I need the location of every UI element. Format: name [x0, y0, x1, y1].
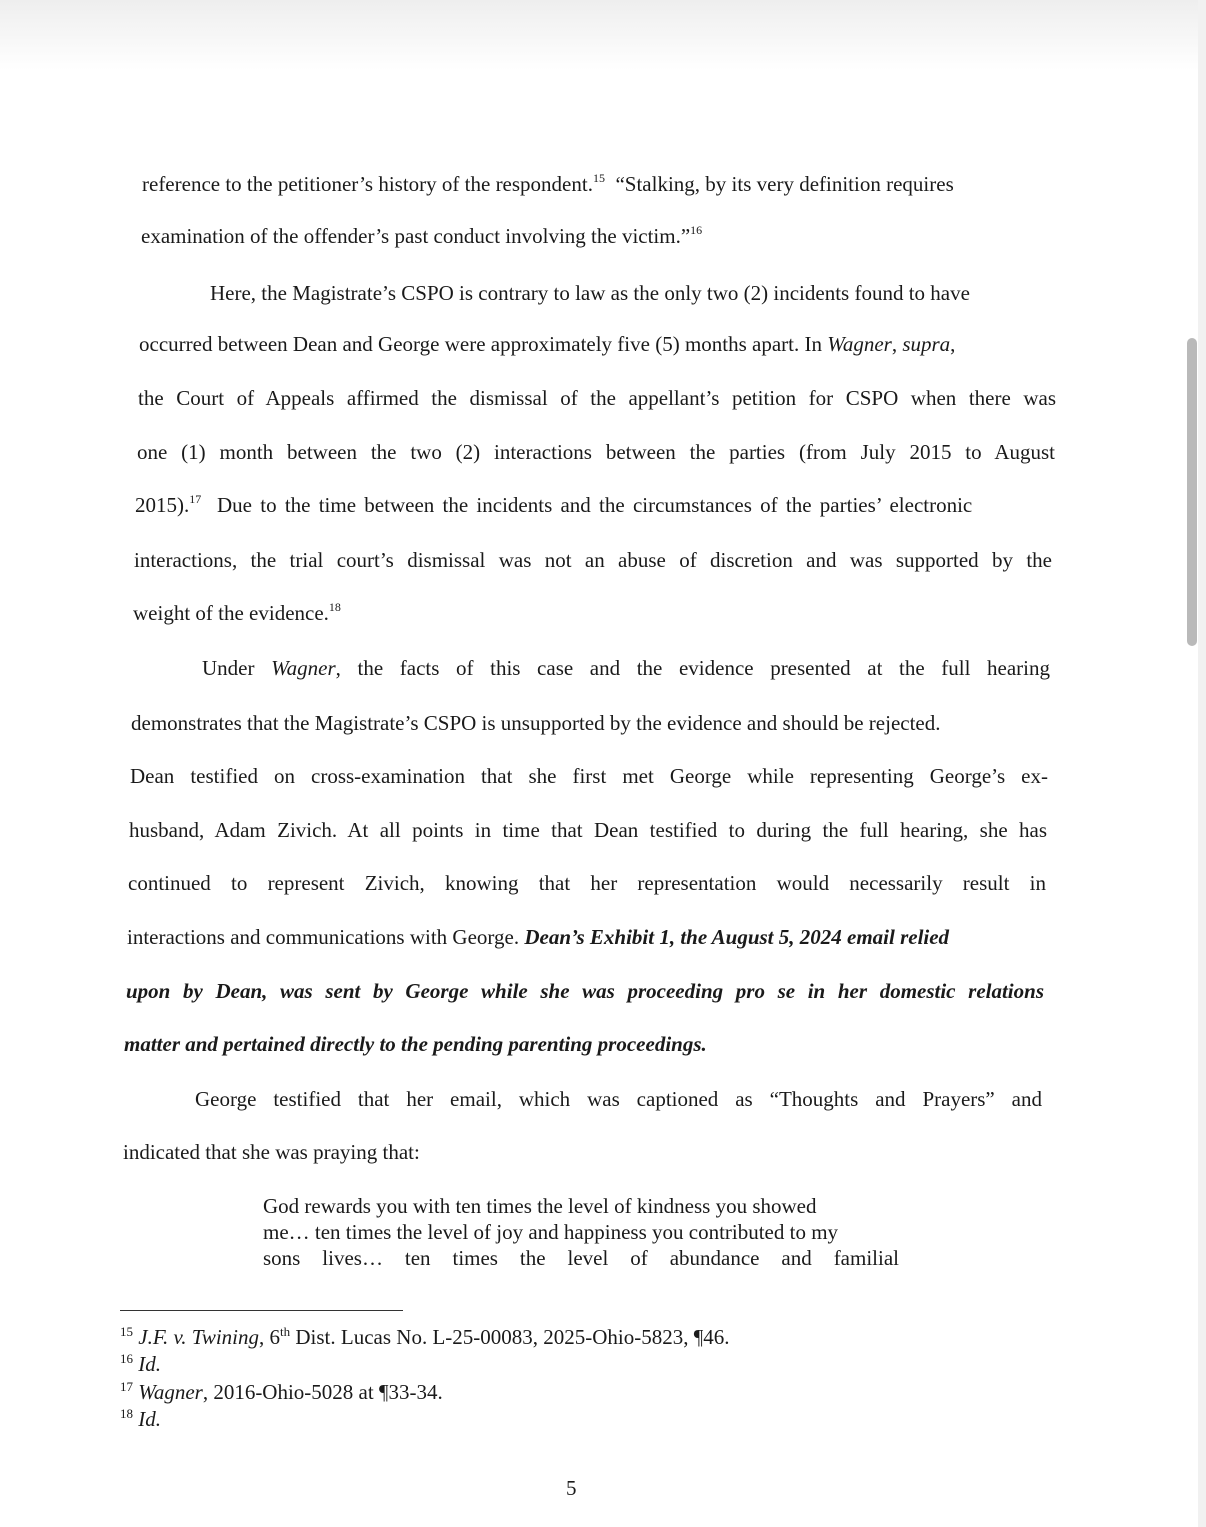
text-span: “Stalking, by its very definition requires — [615, 172, 954, 196]
text-span: Under — [202, 656, 272, 680]
paragraph-line — [141, 223, 702, 249]
text-span: continued to represent Zivich, knowing that her representation would necessarily result in — [128, 871, 1046, 895]
paragraph-line — [210, 280, 970, 306]
paragraph-line — [195, 1086, 1042, 1112]
paragraph-line — [131, 710, 940, 736]
footnote-number: 16 — [120, 1351, 133, 1366]
footnote-text: , 2016-Ohio-5028 at ¶33-34. — [202, 1380, 443, 1404]
scrollbar-thumb[interactable] — [1187, 338, 1197, 646]
emphasis-text: matter and pertained directly to the pending parenting proceedings. — [124, 1032, 707, 1056]
text-span: interactions, the trial court’s dismissal was not an abuse of discretion and was supported by the — [134, 548, 1052, 572]
paragraph-line — [134, 547, 1052, 573]
paragraph-line — [129, 817, 1047, 843]
text-span: the Court of Appeals affirmed the dismissal of the appellant’s petition for CSPO when there was — [138, 386, 1056, 410]
text-span: one (1) month between the two (2) interactions between the parties (from July 2015 to August — [137, 440, 1055, 464]
footnote — [120, 1325, 730, 1349]
signal-word: supra — [902, 332, 951, 356]
quote-text: sons lives… ten times the level of abundance and familial — [263, 1246, 899, 1270]
paragraph-line: occurred between Dean and George were approximately five (5) months apart. In Wagner, supra, — [139, 332, 956, 356]
footnote-number: 18 — [120, 1406, 133, 1421]
text-span: weight of the evidence. — [133, 601, 329, 625]
quote-text: me… ten times the level of joy and happiness you contributed to my — [263, 1220, 839, 1244]
text-span: 2015). — [135, 493, 190, 517]
block-quote-line — [263, 1219, 838, 1245]
emphasis-line — [124, 1031, 707, 1057]
paragraph-line — [135, 492, 972, 518]
block-quote-line — [263, 1245, 899, 1271]
footnote-number: 17 — [120, 1379, 133, 1394]
emphasis-line — [126, 978, 1044, 1004]
text-span: occurred between Dean and George were approximately five (5) months apart. In — [139, 332, 828, 356]
paragraph-line — [130, 763, 1048, 789]
top-shadow — [0, 0, 1206, 70]
case-name: Wagner — [138, 1380, 203, 1404]
paragraph-line — [137, 439, 1055, 465]
text-span: interactions and communications with George. — [127, 925, 525, 949]
text-span: George testified that her email, which was captioned as “Thoughts and Prayers” and — [195, 1087, 1042, 1111]
case-name: Wagner — [827, 332, 892, 356]
ordinal-suffix: th — [280, 1324, 291, 1339]
paragraph-line — [142, 171, 954, 197]
text-span: , the facts of this case and the evidence presented at the full hearing — [335, 656, 1051, 680]
text-span: reference to the petitioner’s history of the respondent. — [142, 172, 593, 196]
footnote-ref[interactable]: 17 — [189, 492, 202, 506]
footnote-ref[interactable]: 18 — [328, 600, 341, 614]
text-span: demonstrates that the Magistrate’s CSPO is unsupported by the evidence and should be rejected. — [131, 711, 941, 735]
paragraph-line — [123, 1139, 420, 1165]
paragraph-line — [138, 385, 1056, 411]
paragraph-line — [127, 924, 949, 950]
scroll-track[interactable] — [1198, 0, 1206, 1527]
text-span: Here, the Magistrate’s CSPO is contrary to law as the only two (2) incidents found to have — [210, 281, 970, 305]
footnote-separator — [120, 1310, 403, 1311]
case-name: J.F. v. Twining — [138, 1325, 259, 1349]
paragraph-line — [133, 600, 341, 626]
footnote-text: Dist. Lucas No. L-25-00083, 2025-Ohio-5823, ¶46. — [290, 1325, 730, 1349]
footnote — [120, 1380, 443, 1404]
footnote-text: , 6 — [259, 1325, 280, 1349]
quote-text: God rewards you with ten times the level of kindness you showed — [263, 1194, 817, 1218]
paragraph-line — [202, 655, 1050, 681]
footnote-ref[interactable]: 16 — [690, 223, 703, 237]
paragraph-line — [128, 870, 1046, 896]
emphasis-text: upon by Dean, was sent by George while she was proceeding pro se in her domestic relations — [126, 979, 1044, 1003]
text-span: indicated that she was praying that: — [123, 1140, 420, 1164]
footnote — [120, 1352, 161, 1376]
text-span: Dean testified on cross-examination that she first met George while representing George’s ex- — [130, 764, 1048, 788]
block-quote-line — [263, 1193, 817, 1219]
case-name: Id. — [138, 1407, 161, 1431]
text-span: examination of the offender’s past conduct involving the victim.” — [141, 224, 691, 248]
case-name: Wagner — [271, 656, 336, 680]
emphasis-text: Dean’s Exhibit 1, the August 5, 2024 email relied — [524, 925, 950, 949]
case-name: Id. — [138, 1352, 161, 1376]
text-span: husband, Adam Zivich. At all points in time that Dean testified to during the full hearing, she has — [129, 818, 1047, 842]
text-span: Due to the time between the incidents and the circumstances of the parties’ electronic — [217, 493, 973, 517]
page-number: 5 — [566, 1476, 577, 1500]
footnote — [120, 1407, 161, 1431]
footnote-number: 15 — [120, 1324, 133, 1339]
footnote-ref[interactable]: 15 — [592, 171, 605, 185]
